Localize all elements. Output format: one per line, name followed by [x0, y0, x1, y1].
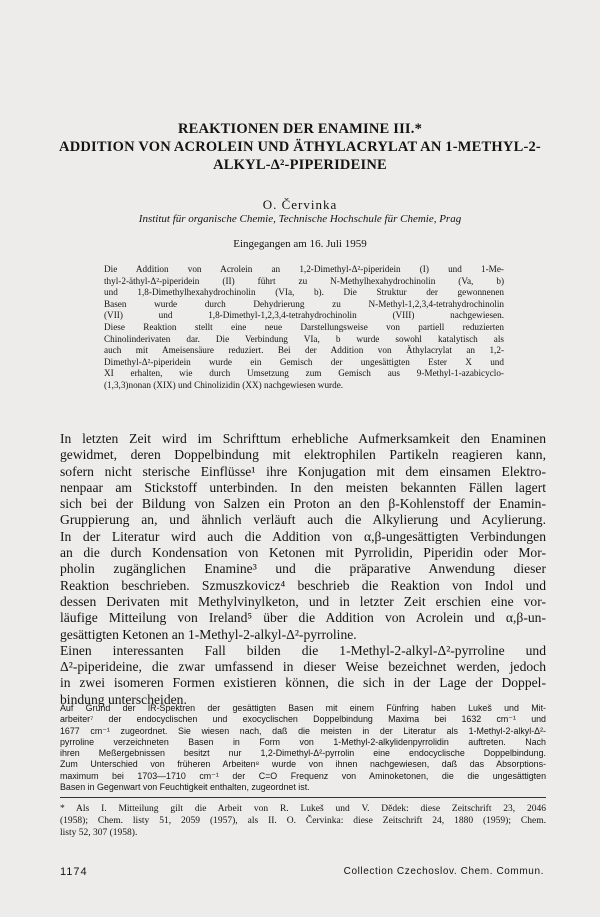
body-line: dessen Derivaten mit Methylvinylketon, und in letzter Zeit erschien eine vor-: [60, 593, 546, 609]
page-number: 1174: [60, 866, 88, 878]
body-line: sich bei der Bildung von Salzen ein Proton an den β-Kohlenstoff der Enamin-: [60, 496, 546, 512]
footnote-line: listy 52, 307 (1958).: [60, 828, 138, 838]
abstract-line: Dimethyl-Δ²-piperidein wurde ein Gemisch der ungesättigten Ester X und: [104, 356, 504, 367]
body-line: In der Literatur wird auch die Addition von α,β-ungesättigten Verbindungen: [60, 528, 546, 544]
body-line: Einen interessanten Fall bilden die 1-Methyl-2-alkyl-Δ²-pyrroline und: [60, 642, 546, 658]
footnote-line: (1958); Chem. listy 51, 2059 (1957), als II. O. Červinka: diese Zeitschrift 24, 1880 (1959); Chem.: [60, 816, 546, 826]
small-line: maximum bei 1703—1710 cm⁻¹ der C=O Frequenz von Aminoketonen, die die ungesättigten: [60, 770, 546, 781]
small-line: Zum Unterschied von früheren Arbeiten⁸ wurde von ihnen nachgewiesen, daß das Absorptions-: [60, 759, 546, 770]
paper-title: [40, 120, 560, 174]
body-text: [60, 431, 546, 708]
title-line: ALKYL-Δ²-PIPERIDEINE: [213, 157, 387, 173]
journal-name: Collection Czechoslov. Chem. Commun.: [343, 866, 544, 877]
body-line: in zwei isomeren Formen existieren können, die sich in der Lage der Doppel-: [60, 675, 546, 691]
body-line: Gruppierung an, und ähnlich verläuft auch die Alkylierung und Acylierung.: [60, 512, 546, 528]
abstract-line: auch mit Ameisensäure reduziert. Bei der Addition von Äthylacrylat an 1,2-: [104, 345, 504, 356]
small-line: pyrroline verzeichneten Basen in Form von 1-Methyl-2-alkylidenpyrrolidin auftreten. Nach: [60, 736, 546, 747]
body-line: bindung unterscheiden.: [60, 691, 187, 707]
body-line: pholin zugänglichen Enamine³ und die präparative Anwendung dieser: [60, 561, 546, 577]
small-line: Basen in Gegenwart von Feuchtigkeit enthalten, zugeordnet ist.: [60, 782, 310, 793]
body-line: gesättigten Ketonen an 1-Methyl-2-alkyl-Δ²-pyrroline.: [60, 626, 357, 642]
abstract-line: Die Addition von Acrolein an 1,2-Dimethyl-Δ²-piperidein (I) und 1-Me-: [104, 264, 504, 274]
body-line: nenpaar am Stickstoff unterbinden. In den meisten bekannten Fällen lagert: [60, 479, 546, 495]
author: O. Červinka: [262, 197, 338, 212]
abstract-line: Diese Reaktion stellt eine neue Darstellungsweise von partiell reduzierten: [104, 321, 504, 332]
abstract-line: und 1,8-Dimethylhexahydrochinolin (VIa, b). Die Struktur der gewonnenen: [104, 287, 504, 298]
abstract-line: Chinolinderivaten dar. Die Verbindung VIa, b wurde sowohl katalytisch als: [104, 333, 504, 344]
received-date: Eingegangen am 16. Juli 1959: [233, 238, 367, 250]
title-line: REAKTIONEN DER ENAMINE III.*: [177, 121, 423, 137]
abstract-line: (VII) und 1,8-Dimethyl-1,2,3,4-tetrahydrochinolin (VIII) nachgewiesen.: [104, 310, 504, 321]
abstract-line: (1,3,3)nonan (XIX) und Chinolizidin (XX) nachgewiesen wurde.: [104, 379, 344, 390]
small-print-paragraph: [60, 703, 546, 793]
footnote-divider: [60, 797, 546, 798]
body-line: Δ²-piperideine, die zwar umfassend in dieser Weise bezeichnet werden, jedoch: [60, 659, 546, 675]
affiliation: Institut für organische Chemie, Technische Hochschule für Chemie, Prag: [138, 213, 462, 225]
abstract: [104, 264, 504, 392]
small-line: Auf Grund der IR-Spektren der gesättigten Basen mit einem Fünfring haben Lukeš und Mit-: [60, 703, 546, 713]
title-line: ADDITION VON ACROLEIN UND ÄTHYLACRYLAT AN 1-METHYL-2-: [59, 139, 541, 155]
body-line: Reaktion beschrieben. Szmuszkovicz⁴ beschrieb die Reaktion von Indol und: [60, 577, 546, 593]
body-line: In letzten Zeit wird im Schrifttum erhebliche Aufmerksamkeit den Enaminen: [60, 431, 546, 446]
abstract-line: thyl-2-äthyl-Δ²-piperidein (II) führt zu N-Methylhexahydrochinolin (Va, b): [104, 275, 504, 286]
footnote-line: * Als I. Mitteilung gilt die Arbeit von R. Lukeš und V. Dědek: diese Zeitschrift 23, 2046: [60, 804, 546, 814]
abstract-line: Basen wurde durch Dehydrierung zu N-Methyl-1,2,3,4-tetrahydrochinolin: [104, 298, 504, 309]
small-line: arbeiter⁷ der endocyclischen und exocyclischen Doppelbindung Maxima bei 1632 cm⁻¹ und: [60, 714, 546, 725]
abstract-line: XI erhalten, wie durch Umsetzung zum Gemisch aus 9-Methyl-1-azabicyclo-: [104, 368, 504, 379]
body-line: an die durch Kondensation von Ketonen mit Pyrrolidin, Piperidin oder Mor-: [60, 545, 546, 561]
small-line: ihren Meßergebnissen besitzt nur 1,2-Dimethyl-Δ²-pyrrolin eine endocyclische Doppelbindung.: [60, 748, 546, 759]
small-line: 1677 cm⁻¹ zugeordnet. Sie wiesen nach, daß die meisten in der Literatur als 1-Methyl-2-alkyl-Δ²-: [60, 725, 546, 736]
body-line: gewidmet, deren Doppelbindung mit elektrophilen Partikeln reagieren kann,: [60, 447, 546, 463]
body-line: sofern nicht sterische Einflüsse¹ ihre Konjugation mit dem einsamen Elektro-: [60, 463, 546, 479]
body-line: läufige Mitteilung von Ireland⁵ über die Addition von Acrolein und α,β-un-: [60, 610, 546, 626]
footnote: [60, 803, 546, 839]
